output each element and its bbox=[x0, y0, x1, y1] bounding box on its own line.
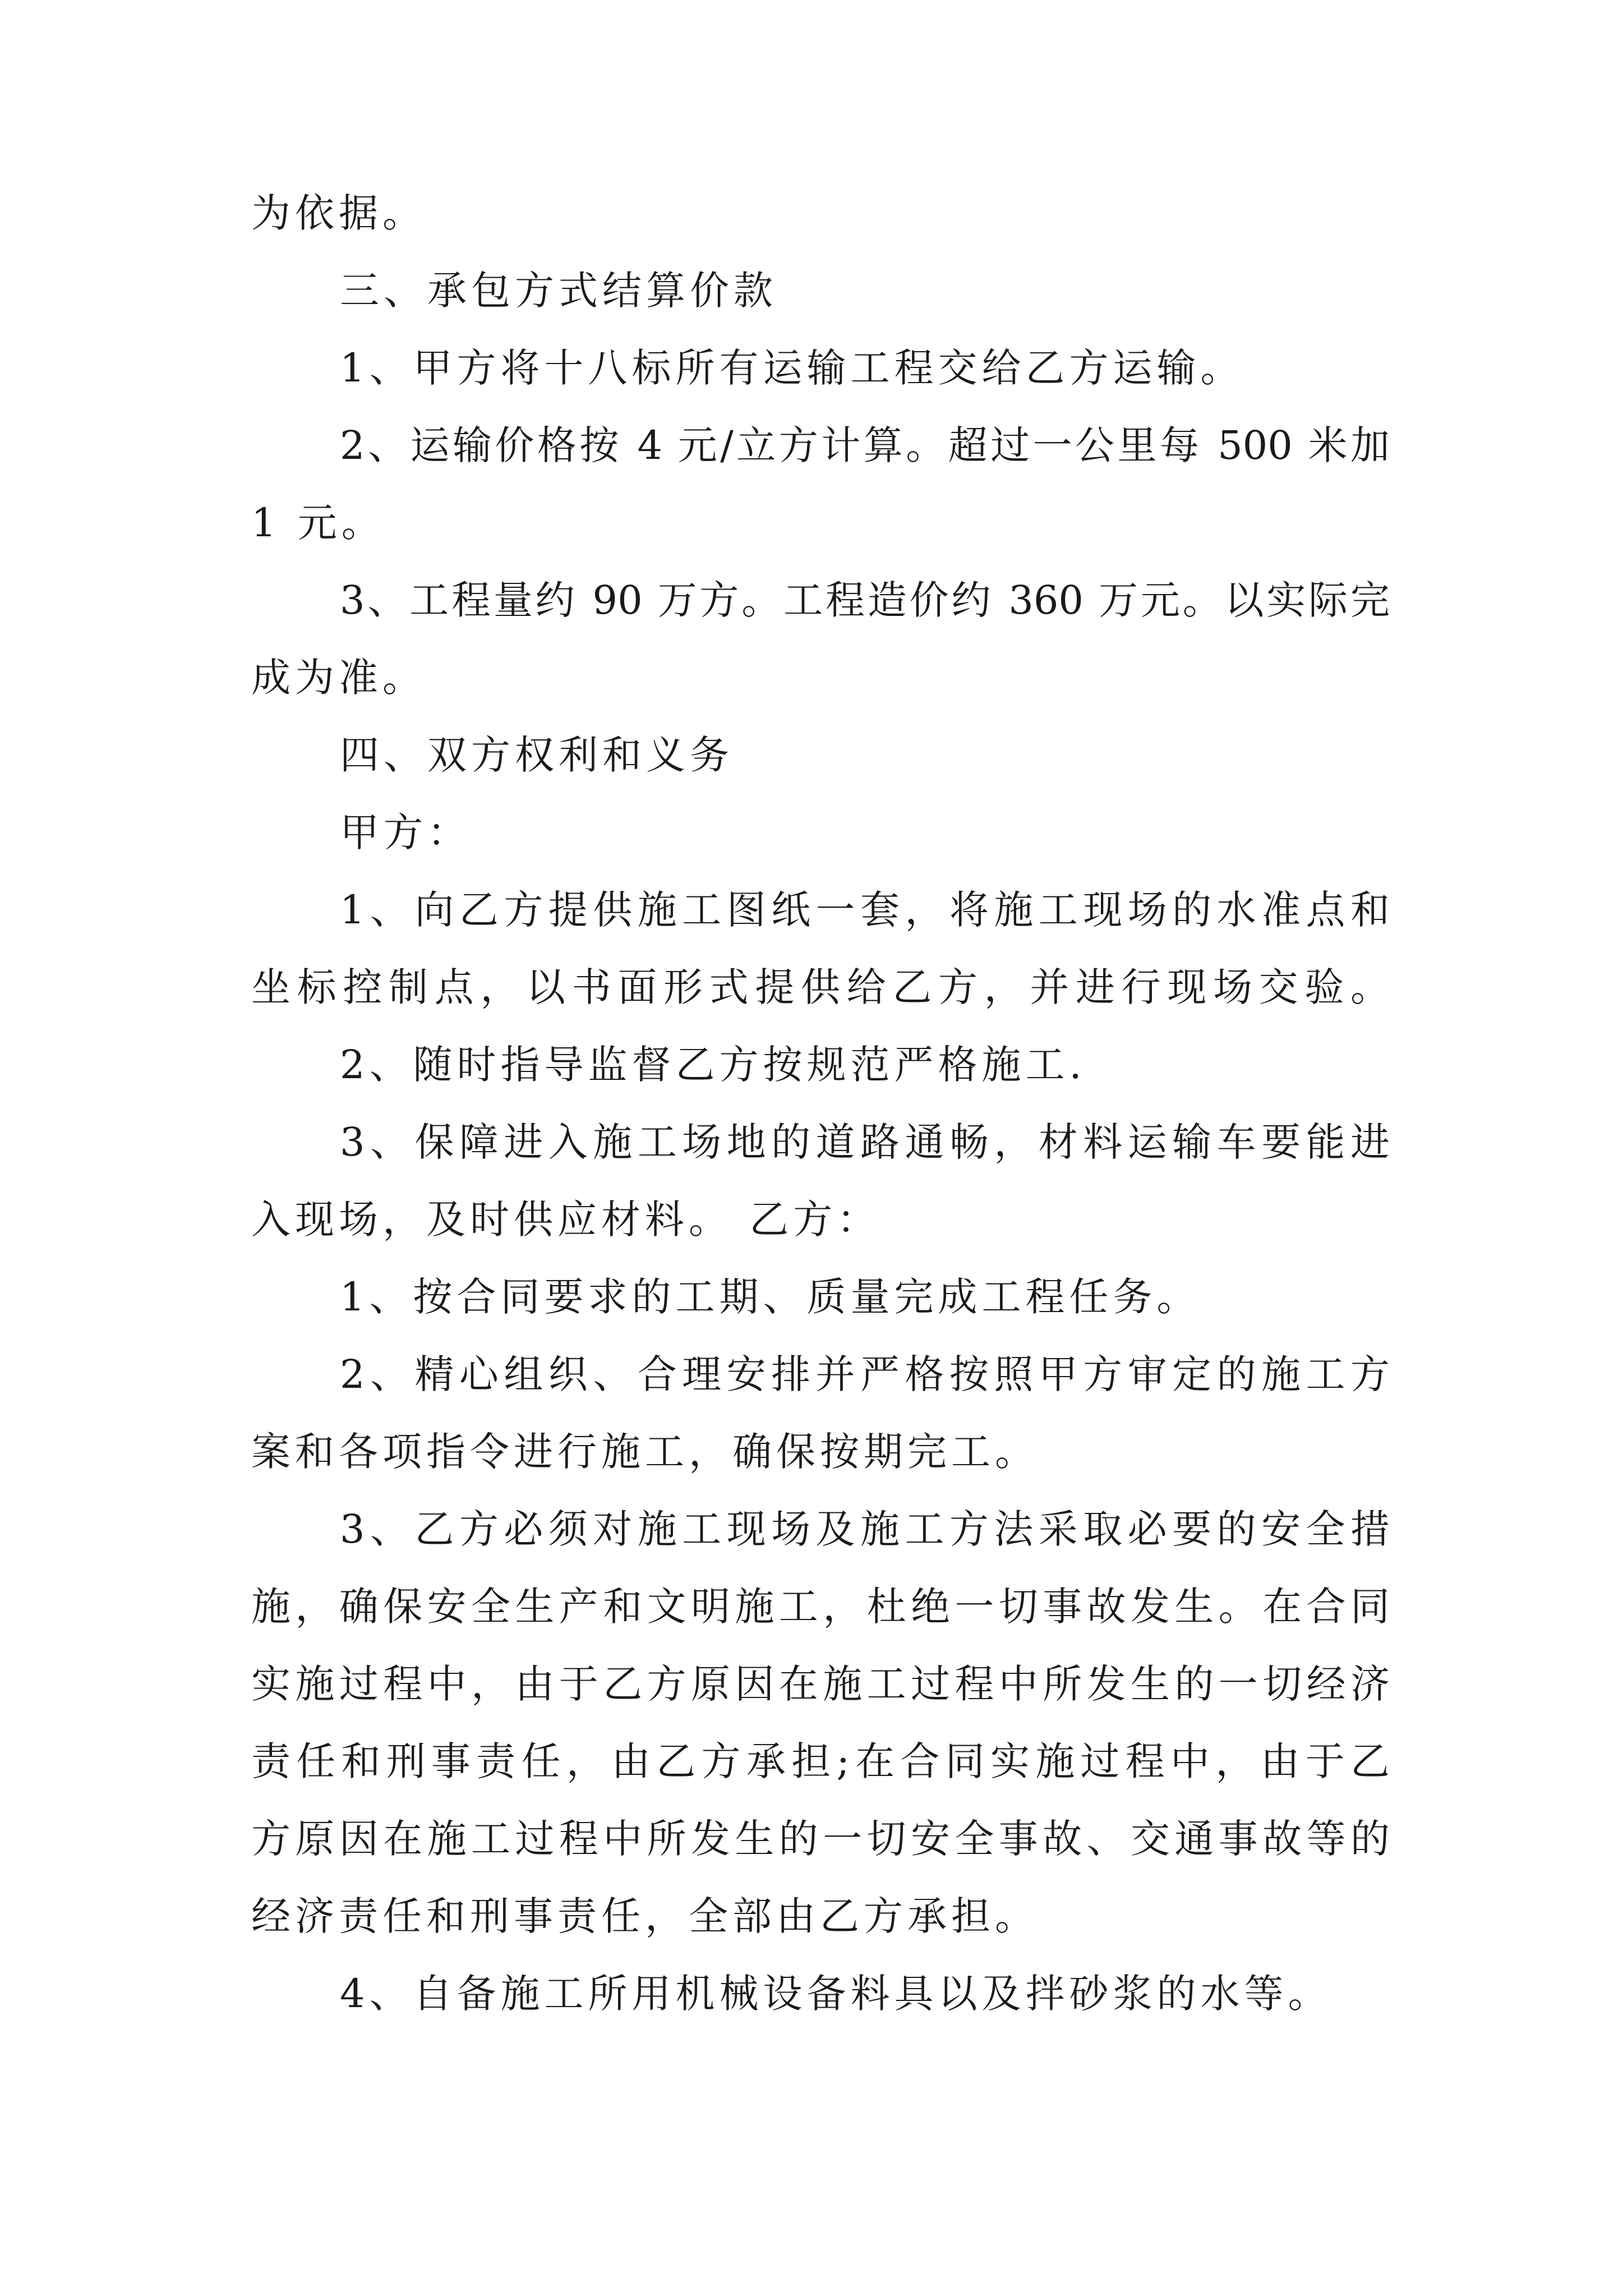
text-line: 1 元。 bbox=[251, 500, 385, 546]
text-line: 责任和刑事责任，由乙方承担;在合同实施过程中，由于乙 bbox=[251, 1738, 1390, 1784]
text-line: 3、保障进入施工场地的道路通畅，材料运输车要能进 bbox=[340, 1119, 1390, 1165]
text-line: 2、精心组织、合理安排并严格按照甲方审定的施工方 bbox=[340, 1351, 1390, 1397]
text-line: 1、按合同要求的工期、质量完成工程任务。 bbox=[340, 1274, 1201, 1320]
text-line: 3、工程量约 90 万方。工程造价约 360 万元。以实际完 bbox=[340, 577, 1390, 623]
text-line: 3、乙方必须对施工现场及施工方法采取必要的安全措 bbox=[340, 1506, 1390, 1552]
text-line: 施，确保安全生产和文明施工，杜绝一切事故发生。在合同 bbox=[251, 1584, 1390, 1630]
text-line: 经济责任和刑事责任，全部由乙方承担。 bbox=[251, 1893, 1039, 1939]
text-line: 方原因在施工过程中所发生的一切安全事故、交通事故等的 bbox=[251, 1816, 1390, 1862]
text-line: 甲方： bbox=[340, 809, 471, 855]
section-heading: 四、双方权利和义务 bbox=[340, 732, 734, 778]
text-line: 1、向乙方提供施工图纸一套，将施工现场的水准点和 bbox=[340, 887, 1390, 933]
text-line: 实施过程中，由于乙方原因在施工过程中所发生的一切经济 bbox=[251, 1661, 1390, 1707]
text-line: 4、自备施工所用机械设备料具以及拌砂浆的水等。 bbox=[340, 1971, 1332, 2017]
text-line: 入现场，及时供应材料。 乙方： bbox=[251, 1197, 881, 1243]
text-line: 2、运输价格按 4 元/立方计算。超过一公里每 500 米加 bbox=[340, 422, 1390, 468]
text-line: 成为准。 bbox=[251, 655, 426, 701]
section-heading: 三、承包方式结算价款 bbox=[340, 268, 777, 314]
text-line: 2、随时指导监督乙方按规范严格施工. bbox=[340, 1042, 1086, 1088]
text-line: 案和各项指令进行施工，确保按期完工。 bbox=[251, 1429, 1039, 1475]
text-line: 为依据。 bbox=[251, 190, 426, 236]
text-line: 坐标控制点，以书面形式提供给乙方，并进行现场交验。 bbox=[251, 964, 1390, 1010]
text-line: 1、甲方将十八标所有运输工程交给乙方运输。 bbox=[340, 345, 1244, 391]
